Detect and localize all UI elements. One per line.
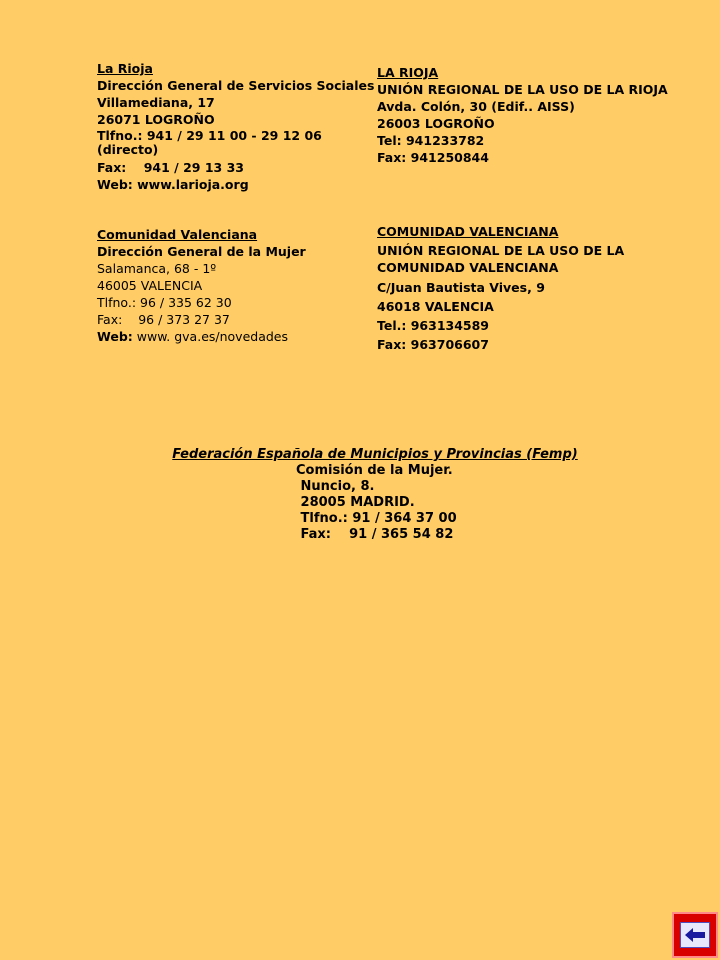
valencia-uso-contact — [377, 223, 667, 354]
femp-commission: Comisión de la Mujer. — [296, 463, 453, 478]
rioja-gov-fax: Fax: 941 / 29 13 33 — [97, 160, 244, 175]
femp-fax: Fax: 91 / 365 54 82 — [296, 527, 454, 542]
valencia-uso-union: UNIÓN REGIONAL DE LA USO DE LA COMUNIDAD VALENCIANA — [377, 243, 625, 275]
rioja-uso-contact — [377, 64, 677, 166]
valencia-uso-city: 46018 VALENCIA — [377, 299, 494, 314]
rioja-uso-city: 26003 LOGROÑO — [377, 116, 495, 131]
rioja-uso-union: UNIÓN REGIONAL DE LA USO DE LA RIOJA — [377, 82, 668, 97]
femp-title: Federación Española de Municipios y Provincias (Femp) — [172, 447, 578, 462]
rioja-gov-office: Dirección General de Servicios Sociales — [97, 78, 375, 93]
valencia-uso-address: C/Juan Bautista Vives, 9 — [377, 280, 545, 295]
rioja-gov-contact — [97, 60, 375, 193]
rioja-uso-fax: Fax: 941250844 — [377, 150, 489, 165]
valencia-gov-phone: Tlfno.: 96 / 335 62 30 — [97, 295, 232, 310]
rioja-gov-heading: La Rioja — [97, 61, 153, 76]
rioja-uso-phone: Tel: 941233782 — [377, 133, 485, 148]
femp-phone: Tlfno.: 91 / 364 37 00 — [296, 511, 457, 526]
back-arrow-glyph — [684, 927, 706, 943]
rioja-uso-address: Avda. Colón, 30 (Edif.. AISS) — [377, 99, 575, 114]
valencia-gov-web-link[interactable]: www. gva.es/novedades — [132, 329, 288, 344]
valencia-gov-address: Salamanca, 68 - 1º — [97, 261, 217, 276]
rioja-gov-web: Web: www.larioja.org — [97, 177, 249, 192]
valencia-uso-fax: Fax: 963706607 — [377, 337, 489, 352]
valencia-gov-office: Dirección General de la Mujer — [97, 244, 306, 259]
valencia-uso-heading: COMUNIDAD VALENCIANA — [377, 224, 559, 239]
valencia-gov-web — [97, 328, 367, 345]
valencia-gov-heading: Comunidad Valenciana — [97, 227, 258, 242]
valencia-gov-city: 46005 VALENCIA — [97, 278, 203, 293]
back-arrow-icon — [680, 922, 710, 948]
femp-address: Nuncio, 8. — [296, 479, 375, 494]
rioja-gov-city: 26071 LOGROÑO — [97, 112, 215, 127]
valencia-uso-phone: Tel.: 963134589 — [377, 318, 490, 333]
valencia-gov-contact — [97, 226, 367, 345]
rioja-uso-heading: LA RIOJA — [377, 65, 439, 80]
back-button[interactable] — [672, 912, 718, 958]
femp-contact — [296, 463, 457, 543]
rioja-gov-phone: Tlfno.: 941 / 29 11 00 - 29 12 06 (directo) — [97, 128, 322, 157]
valencia-gov-web-label: Web: — [97, 329, 133, 344]
femp-city: 28005 MADRID. — [296, 495, 415, 510]
valencia-gov-fax: Fax: 96 / 373 27 37 — [97, 312, 230, 327]
rioja-gov-address: Villamediana, 17 — [97, 95, 215, 110]
